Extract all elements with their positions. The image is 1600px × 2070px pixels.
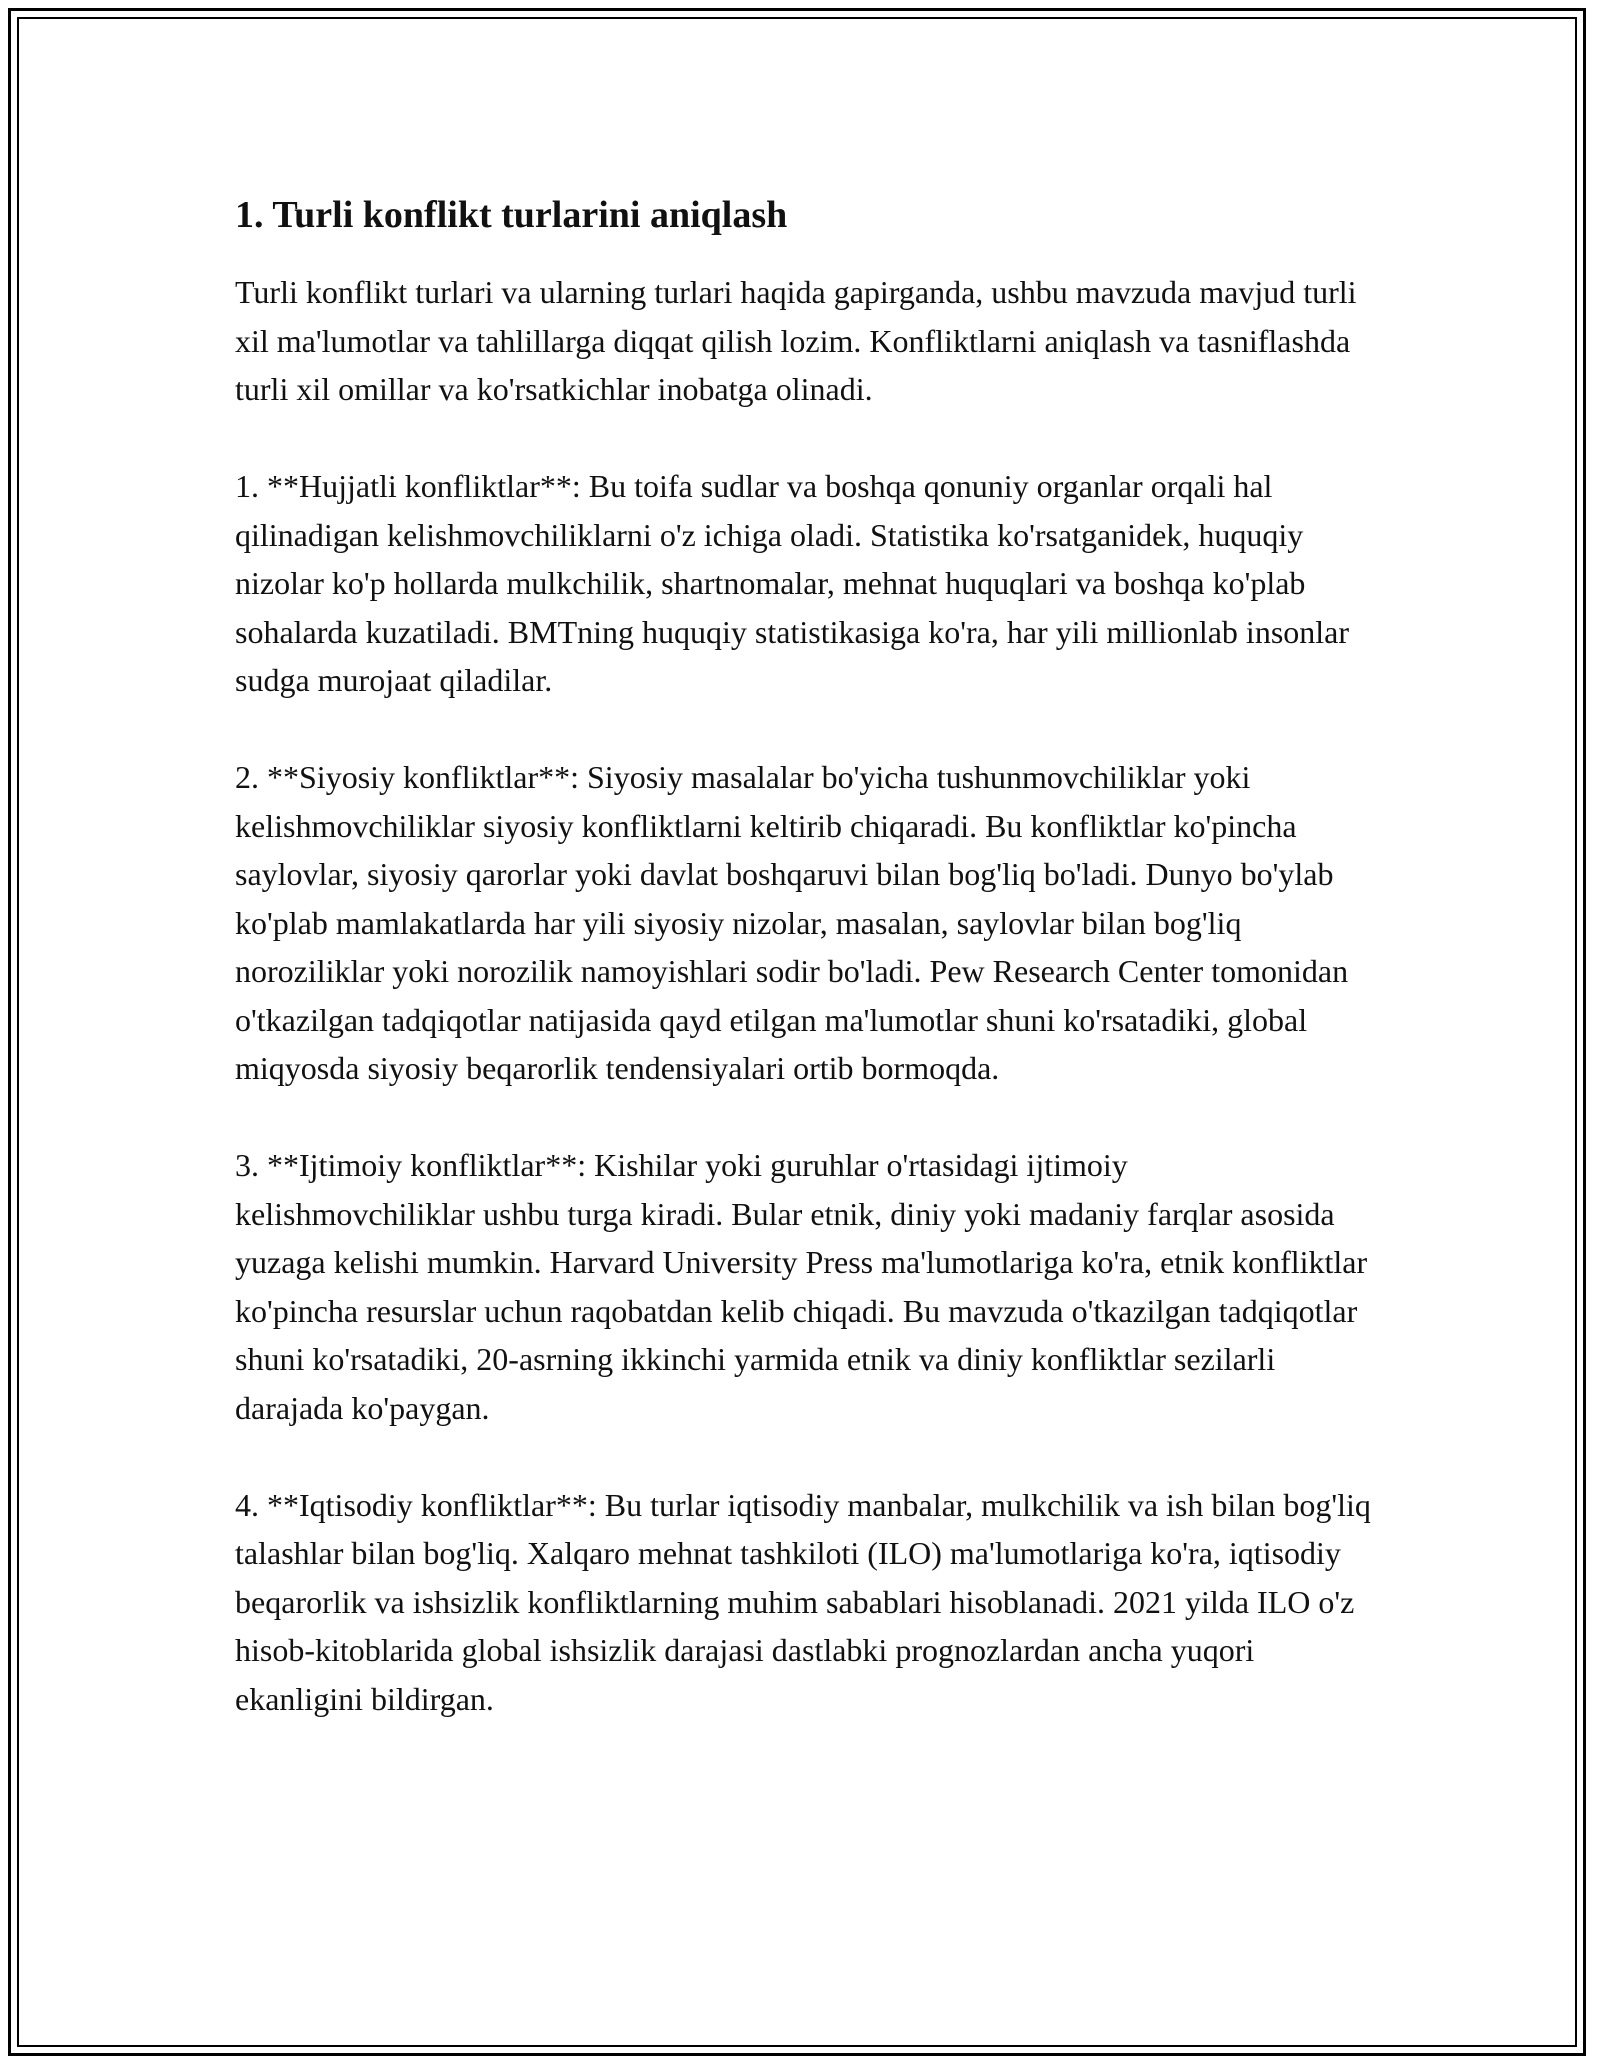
document-body xyxy=(235,188,1375,1772)
intro-paragraph: Turli konflikt turlari va ularning turlari haqida gapirganda, ushbu mavzuda mavjud turli xil ma'lumotlar va tahlillarga diqqat qilish lozim. Konfliktlarni aniqlash va tasniflashda turli xil omillar va ko'rsatkichlar inobatga olinadi. xyxy=(235,274,1357,407)
paragraph-political-conflicts: 2. **Siyosiy konfliktlar**: Siyosiy masalalar bo'yicha tushunmovchiliklar yoki kelishmovchiliklar siyosiy konfliktlarni keltirib chiqaradi. Bu konfliktlar ko'pincha saylovlar, siyosiy qarorlar yoki davlat boshqaruvi bilan bog'liq bo'ladi. Dunyo bo'ylab ko'plab mamlakatlarda har yili siyosiy nizolar, masalan, saylovlar bilan bog'liq noroziliklar yoki norozilik namoyishlari sodir bo'ladi. Pew Research Center tomonidan o'tkazilgan tadqiqotlar natijasida qayd etilgan ma'lumotlar shuni ko'rsatadiki, global miqyosda siyosiy beqarorlik tendensiyalari ortib bormoqda. xyxy=(235,759,1349,1086)
paragraph-economic-conflicts: 4. **Iqtisodiy konfliktlar**: Bu turlar iqtisodiy manbalar, mulkchilik va ish bilan bog'liq talashlar bilan bog'liq. Xalqaro mehnat tashkiloti (ILO) ma'lumotlariga ko'ra, iqtisodiy beqarorlik va ishsizlik konfliktlarning muhim sabablari hisoblanadi. 2021 yilda ILO o'z hisob-kitoblarida global ishsizlik darajasi dastlabki prognozlardan ancha yuqori ekanligini bildirgan. xyxy=(235,1486,1371,1717)
paragraph-legal-conflicts: 1. **Hujjatli konfliktlar**: Bu toifa sudlar va boshqa qonuniy organlar orqali hal qilinadigan kelishmovchiliklarni o'z ichiga oladi. Statistika ko'rsatganidek, huquqiy nizolar ko'p hollarda mulkchilik, shartnomalar, mehnat huquqlari va boshqa ko'plab sohalarda kuzatiladi. BMTning huquqiy statistikasiga ko'ra, har yili millionlab insonlar sudga murojaat qiladilar. xyxy=(235,468,1350,698)
paragraph-social-conflicts: 3. **Ijtimoiy konfliktlar**: Kishilar yoki guruhlar o'rtasidagi ijtimoiy kelishmovchiliklar ushbu turga kiradi. Bular etnik, diniy yoki madaniy farqlar asosida yuzaga kelishi mumkin. Harvard University Press ma'lumotlariga ko'ra, etnik konfliktlar ko'pincha resurslar uchun raqobatdan kelib chiqadi. Bu mavzuda o'tkazilgan tadqiqotlar shuni ko'rsatadiki, 20-asrning ikkinchi yarmida etnik va diniy konfliktlar sezilarli darajada ko'paygan. xyxy=(235,1147,1368,1426)
section-heading: 1. Turli konflikt turlarini aniqlash xyxy=(235,194,788,236)
